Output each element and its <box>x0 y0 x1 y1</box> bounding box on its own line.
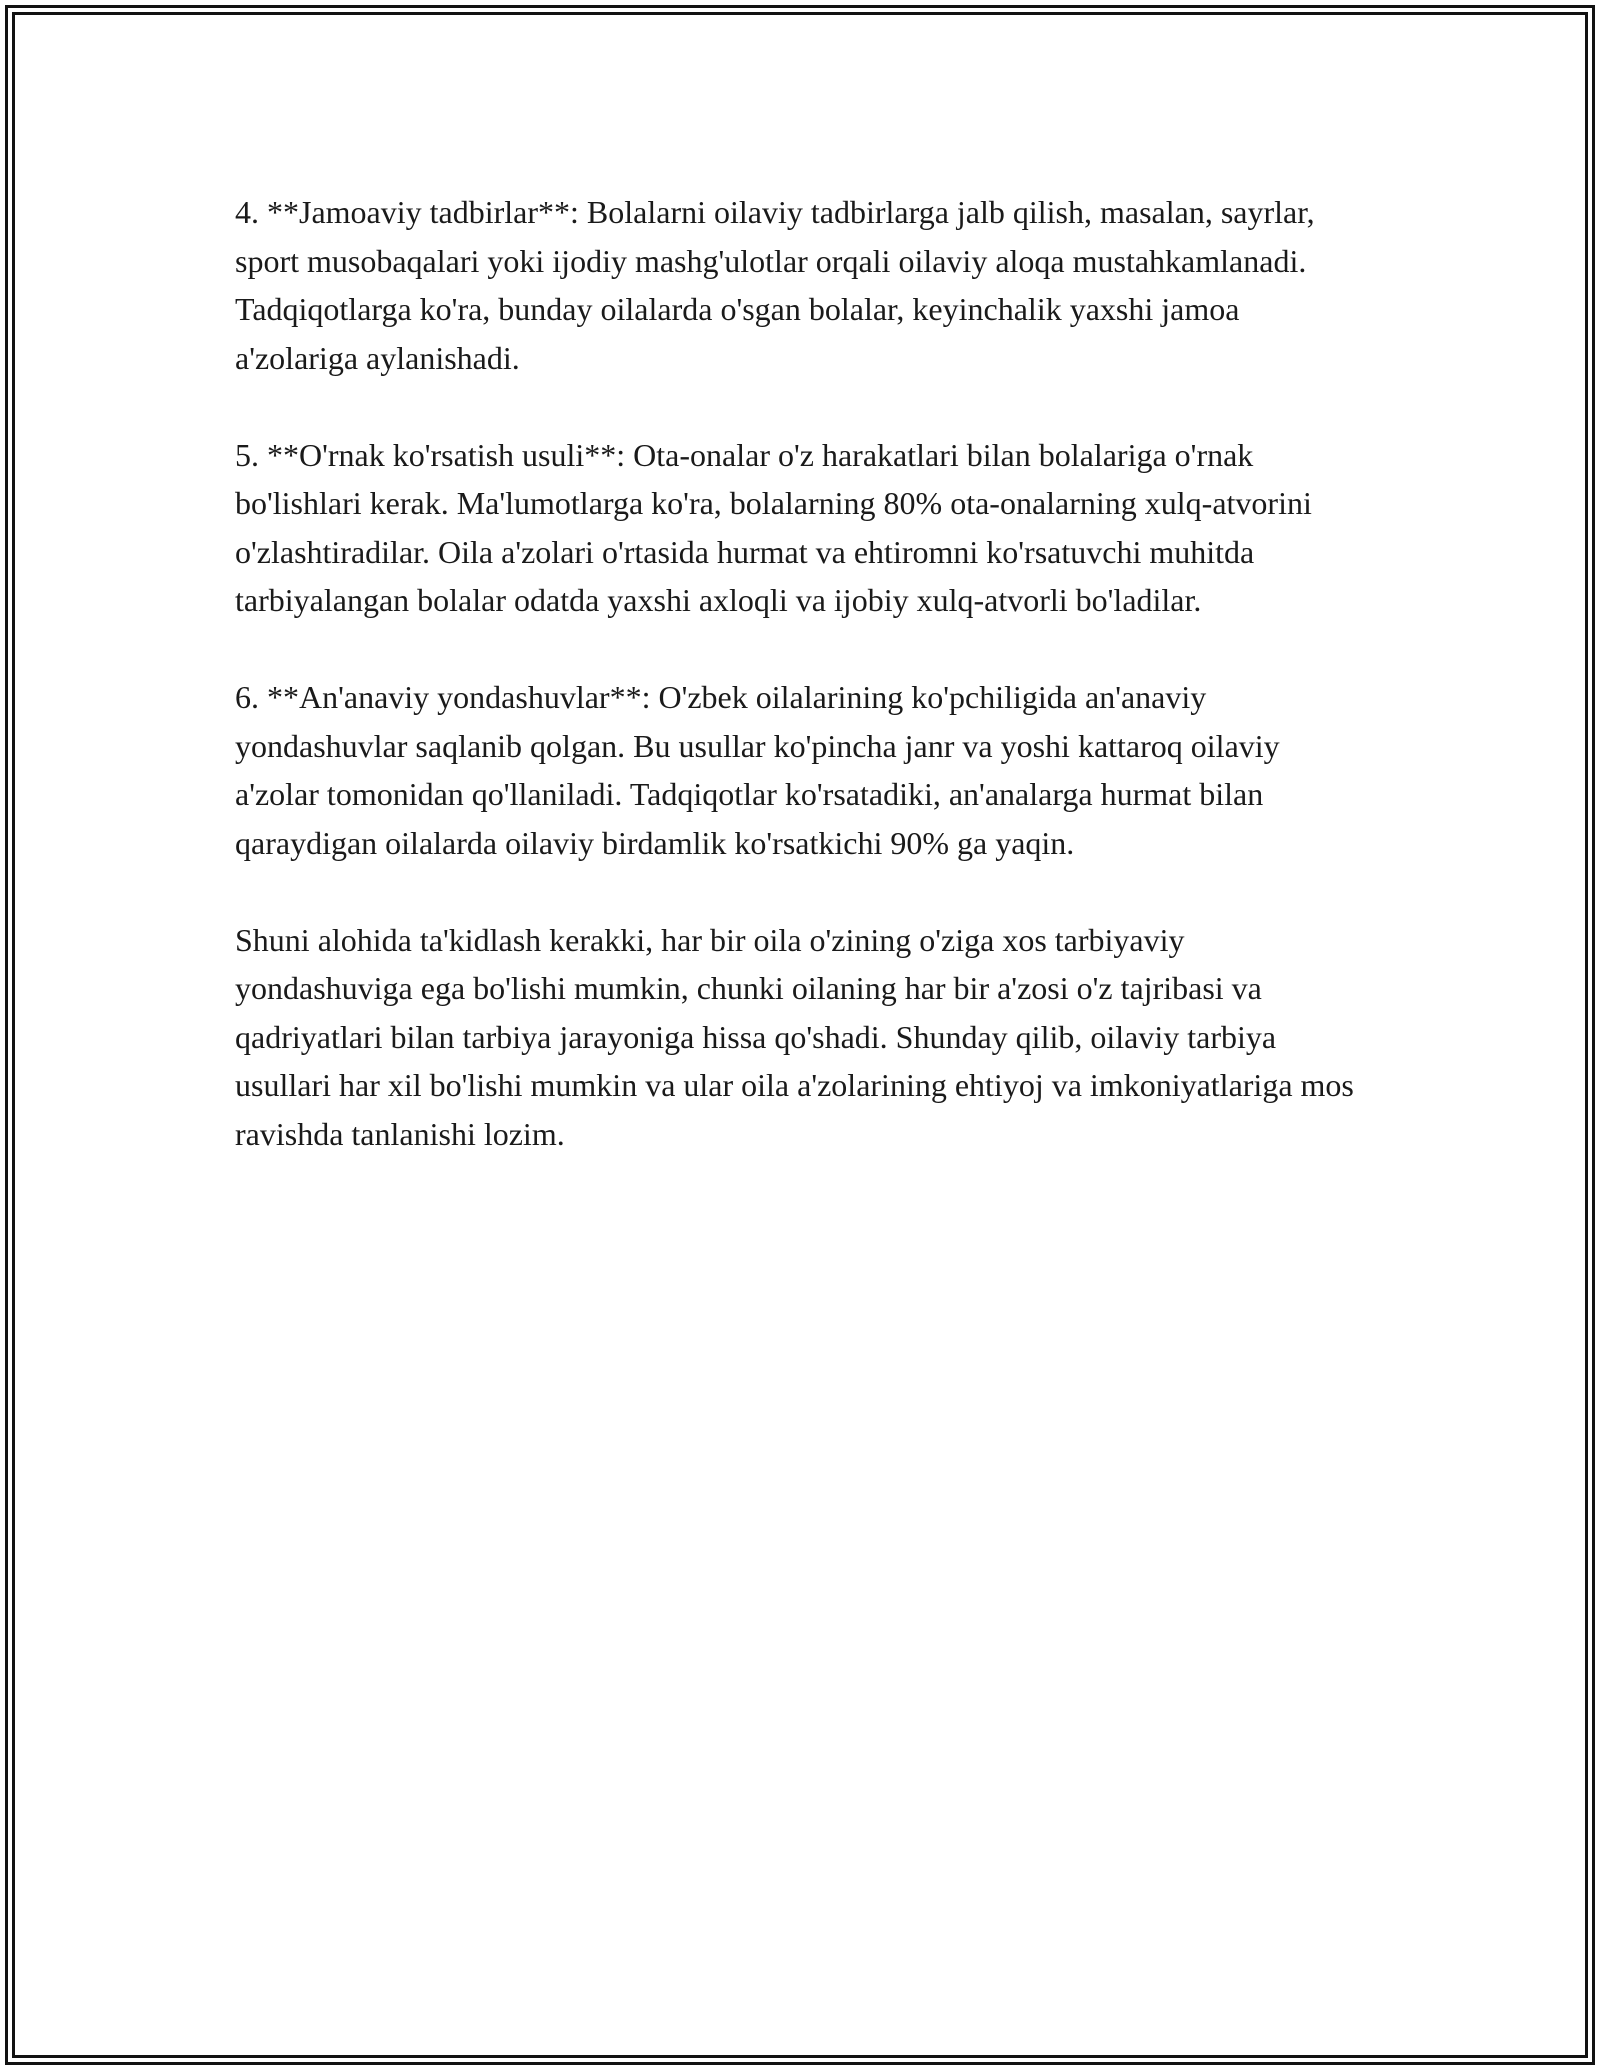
paragraph-ornak-korsatish-usuli: 5. **O'rnak ko'rsatish usuli**: Ota-onalar o'z harakatlari bilan bolalariga o'rnak bo'lishlari kerak. Ma'lumotlarga ko'ra, bolalarning 80% ota-onalarning xulq-atvorini o'zlashtiradilar. Oila a'zolari o'rtasida hurmat va ehtiromni ko'rsatuvchi muhitda tarbiyalangan bolalar odatda yaxshi axloqli va ijobiy xulq-atvorli bo'ladilar. <box>235 436 1312 618</box>
document-body <box>235 188 1365 1207</box>
paragraph-conclusion: Shuni alohida ta'kidlash kerakki, har bir oila o'zining o'ziga xos tarbiyaviy yondashuviga ega bo'lishi mumkin, chunki oilaning har bir a'zosi o'z tajribasi va qadriyatlari bilan tarbiya jarayoniga hissa qo'shadi. Shunday qilib, oilaviy tarbiya usullari har xil bo'lishi mumkin va ular oila a'zolarining ehtiyoj va imkoniyatlariga mos ravishda tanlanishi lozim. <box>235 921 1354 1152</box>
paragraph-ananaviy-yondashuvlar: 6. **An'anaviy yondashuvlar**: O'zbek oilalarining ko'pchiligida an'anaviy yondashuvlar saqlanib qolgan. Bu usullar ko'pincha janr va yoshi kattaroq oilaviy a'zolar tomonidan qo'llaniladi. Tadqiqotlar ko'rsatadiki, an'analarga hurmat bilan qaraydigan oilalarda oilaviy birdamlik ko'rsatkichi 90% ga yaqin. <box>235 679 1280 861</box>
paragraph-jamoaviy-tadbirlar: 4. **Jamoaviy tadbirlar**: Bolalarni oilaviy tadbirlarga jalb qilish, masalan, sayrlar, sport musobaqalari yoki ijodiy mashg'ulotlar orqali oilaviy aloqa mustahkamlanadi. Tadqiqotlarga ko'ra, bunday oilalarda o'sgan bolalar, keyinchalik yaxshi jamoa a'zolariga aylanishadi. <box>235 194 1315 376</box>
